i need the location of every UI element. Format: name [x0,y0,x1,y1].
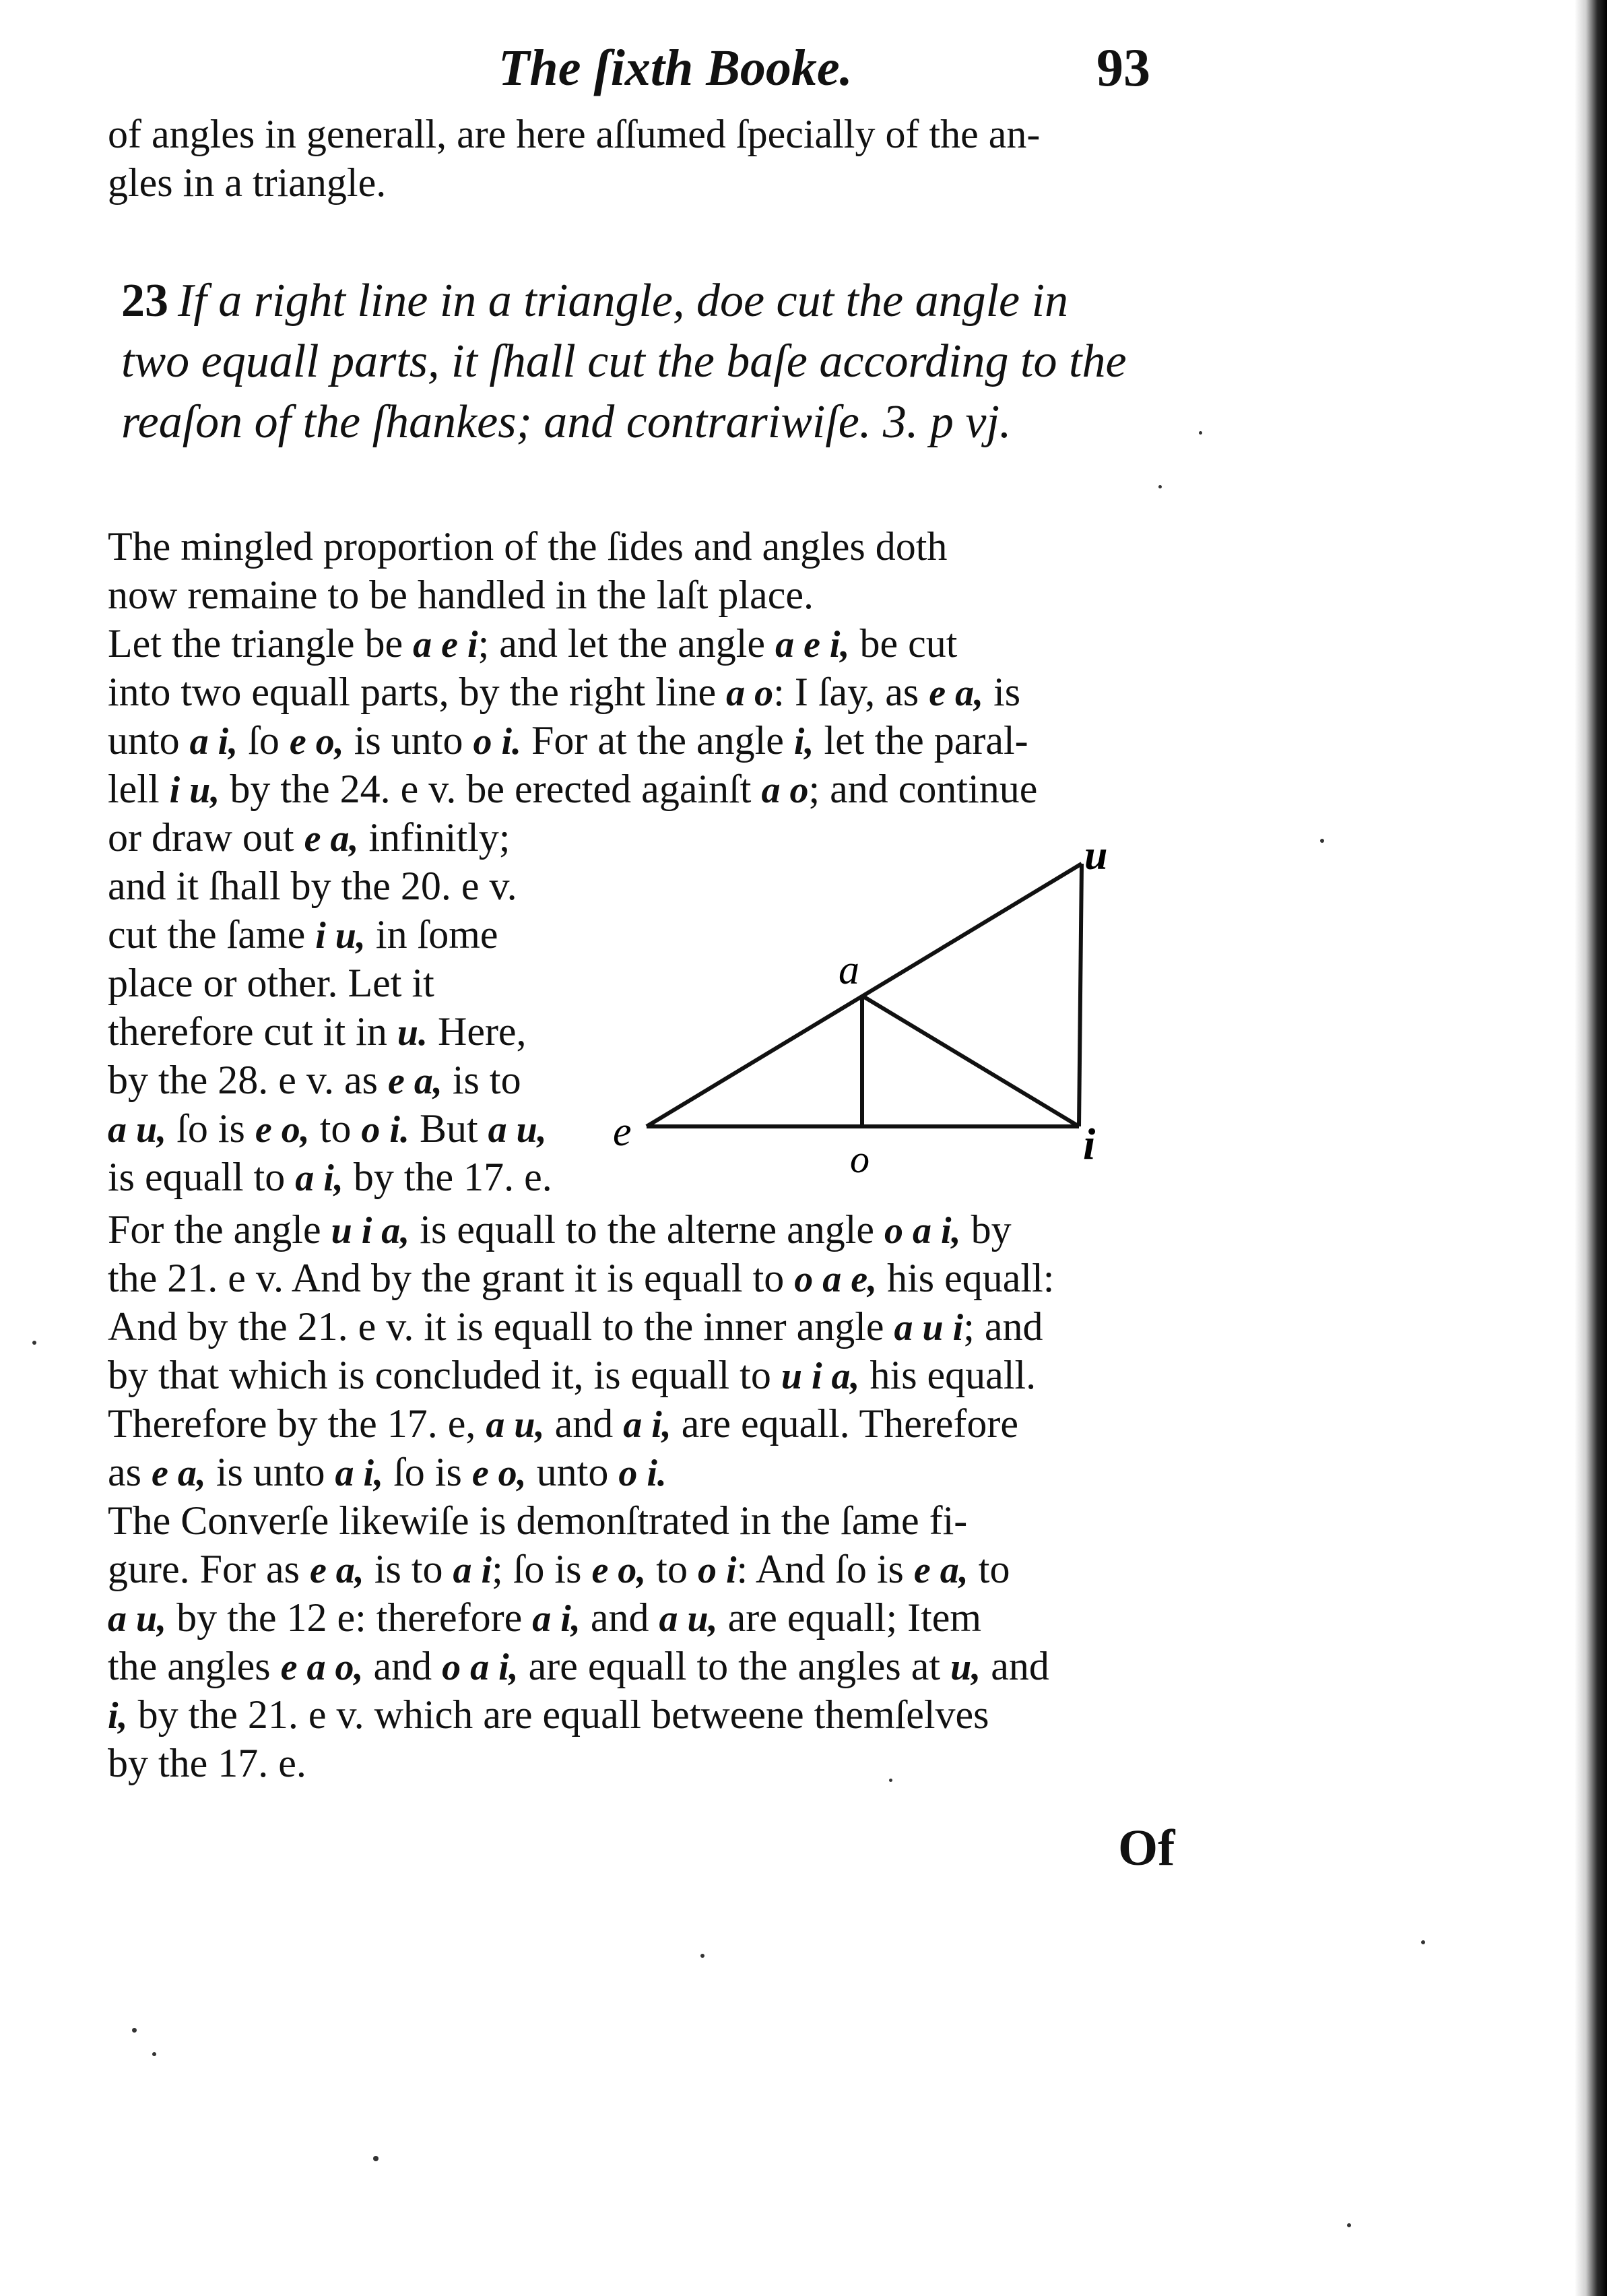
paragraph2-line-13 [108,1207,1172,1253]
text: is to [364,1547,453,1591]
variable: a i, [335,1453,384,1494]
variable: i u, [169,769,220,811]
variable: e a, [309,1550,364,1591]
text: is unto [343,718,473,763]
speck [700,1954,704,1958]
speck [1158,485,1162,488]
text: ſo is [166,1106,255,1151]
variable: a u, [108,1598,167,1640]
variable: a i [453,1550,492,1591]
variable: e o, [255,1109,310,1151]
text: let the paral- [814,718,1028,763]
text: and [544,1401,624,1446]
paragraph3-line-2 [108,1547,1172,1593]
text: Therefore by the 17. e, [108,1401,486,1446]
text: to [968,1547,1010,1591]
text: unto [108,718,190,763]
paragraph2-line-12 [108,1155,620,1201]
variable: a u, [488,1109,547,1151]
text: the angles [108,1644,281,1688]
side-a-i [862,996,1079,1126]
variable: a i, [623,1404,671,1446]
proposition-number: 23 [121,275,168,327]
speck [32,1341,36,1345]
page-number: 93 [1096,38,1150,98]
variable: e o, [591,1550,647,1591]
text: unto [526,1450,619,1494]
paragraph2-line-6 [108,864,620,908]
paragraph3-line-3 [108,1595,1172,1641]
text: in ſome [365,912,498,957]
paragraph3-line-6 [108,1741,1172,1785]
text: For the angle [108,1207,331,1252]
page-header [458,32,1199,106]
binding-edge [1575,0,1607,2296]
text: is equall to the alterne angle [409,1207,885,1252]
label-i: i [1083,1120,1096,1169]
paragraph3-line-5 [108,1692,1172,1738]
text: lell [108,767,170,811]
paragraph2-line-3 [108,718,1172,764]
text: are equall; Item [717,1595,982,1640]
text: is equall to [108,1155,296,1199]
text: his equall: [877,1256,1055,1300]
text: Here, [427,1009,527,1054]
text: gure. For as [108,1547,310,1591]
variable: u. [397,1012,428,1054]
text: or draw out [108,815,304,860]
label-u: u [1084,833,1108,879]
variable: e a, [151,1453,206,1494]
variable: a o [726,672,774,714]
variable: a i, [532,1598,581,1640]
paragraph2-line-17 [108,1401,1172,1447]
paragraph1-line-2: now remaine to be handled in the laſt place. [108,573,814,617]
paragraph2-line-10 [108,1058,620,1104]
variable: e o, [289,721,344,763]
speck [889,1779,892,1782]
variable: u, [950,1647,981,1688]
variable: i u, [315,915,366,957]
text: are equall to the angles at [518,1644,951,1688]
proposition-line-1 [121,272,1172,330]
variable: a i, [189,721,238,763]
paragraph2-line-8 [108,961,620,1005]
variable: a u i [894,1307,964,1349]
text: by the 17. e. [343,1155,552,1199]
text: his equall. [859,1353,1037,1397]
variable: o i. [473,721,522,763]
paragraph2-line-11 [108,1106,620,1152]
text: : And ſo is [736,1547,914,1591]
text: For at the angle [521,718,794,763]
variable: a i, [295,1157,343,1199]
paragraph3-line-1 [108,1498,1172,1543]
variable: e a, [929,672,984,714]
variable: a u, [659,1598,718,1640]
paragraph2-line-5 [108,815,620,861]
text: and [580,1595,659,1640]
text: by that which is concluded it, is equall to [108,1353,781,1397]
proposition-line-3: reaſon of the ſhankes; and contrariwiſe. 3. p vj. [121,396,1012,448]
text: to [646,1547,698,1591]
paragraph2-line-15 [108,1304,1172,1350]
variable: u i a, [331,1210,410,1252]
variable: o a i, [442,1647,519,1688]
paragraph2-line-16 [108,1353,1172,1399]
text: and [363,1644,442,1688]
paragraph3-line-4 [108,1644,1172,1690]
proposition-line-2: two equall parts, it ſhall cut the baſe according to the [121,336,1127,387]
text: are equall. Therefore [671,1401,1019,1446]
text: be cut [849,621,958,666]
variable: o i. [361,1109,409,1151]
text: : I ſay, as [773,670,929,714]
text: therefore cut it in [108,1009,397,1054]
text: and it ſhall by the 20. e v. [108,864,517,908]
text: by the 21. e v. which are equall betweene themſelves [127,1692,989,1737]
variable: e a, [913,1550,969,1591]
speck [152,2052,156,2056]
text: ; ſo is [492,1547,592,1591]
speck [1199,431,1202,435]
label-a: a [839,947,859,993]
text: ſo [238,718,290,763]
catchword: Of [1118,1820,1175,1876]
paragraph2-line-18 [108,1450,1172,1496]
intro-line-1: of angles in generall, are here aſſumed ſpecially of the an- [108,112,1041,156]
triangle-figure [606,829,1172,1206]
text: infinitly; [358,815,511,860]
variable: o i [697,1550,737,1591]
text: place or other. Let it [108,961,434,1005]
text: cut the ſame [108,912,316,957]
speck [373,2156,379,2161]
variable: a u, [108,1109,167,1151]
speck [132,2028,137,2033]
variable: a o [761,769,809,811]
paragraph2-line-14 [108,1256,1172,1302]
variable: u i a, [781,1356,860,1397]
variable: e o, [471,1453,527,1494]
paragraph2-line-1 [108,621,1172,667]
paragraph2-line-9 [108,1009,620,1055]
text: is to [442,1058,521,1102]
text: ; and let the angle [478,621,776,666]
triangle-diagram [606,829,1172,1206]
text: The Converſe likewiſe is demonſtrated in the ſame fi- [108,1498,968,1543]
text: ; and [963,1304,1043,1349]
text: to [309,1106,362,1151]
paragraph2-line-2 [108,670,1172,715]
label-e: e [613,1109,632,1155]
text: as [108,1450,152,1494]
text: the 21. e v. And by the grant it is equall to [108,1256,795,1300]
variable: o a e, [794,1258,878,1300]
text: is unto [205,1450,335,1494]
variable: a e i [413,624,478,666]
intro-line-2: gles in a triangle. [108,160,387,205]
speck [1347,2223,1351,2227]
variable: a e i, [775,624,850,666]
paragraph2-line-7 [108,912,620,958]
text: is [983,670,1021,714]
paragraph1-line-1: The mingled proportion of the ſides and angles doth [108,524,948,569]
running-title: The ſixth Booke. [498,40,853,96]
speck [1320,839,1324,843]
variable: e a, [388,1060,442,1102]
text: and [981,1644,1049,1688]
text: by [960,1207,1012,1252]
variable: i, [108,1695,128,1737]
text: by the 24. e v. be erected againſt [220,767,762,811]
text: And by the 21. e v. it is equall to the inner angle [108,1304,894,1349]
variable: e a o, [280,1647,364,1688]
text: into two equall parts, by the right line [108,670,727,714]
variable: o i. [618,1453,667,1494]
text: ; and continue [808,767,1038,811]
text: by the 28. e v. as [108,1058,389,1102]
variable: o a i, [884,1210,961,1252]
variable: e a, [304,818,359,860]
speck [1421,1940,1425,1944]
text: by the 12 e: therefore [166,1595,533,1640]
text: by the 17. e. [108,1741,306,1785]
variable: i, [793,721,814,763]
proposition-text-1: If a right line in a triangle, doe cut the angle in [178,275,1069,327]
variable: a u, [486,1404,545,1446]
label-o: o [850,1137,870,1181]
paragraph2-line-4 [108,767,1172,812]
text: But [409,1106,488,1151]
parallel-i-u [1079,864,1082,1126]
text: Let the triangle be [108,621,414,666]
text: ſo is [383,1450,472,1494]
